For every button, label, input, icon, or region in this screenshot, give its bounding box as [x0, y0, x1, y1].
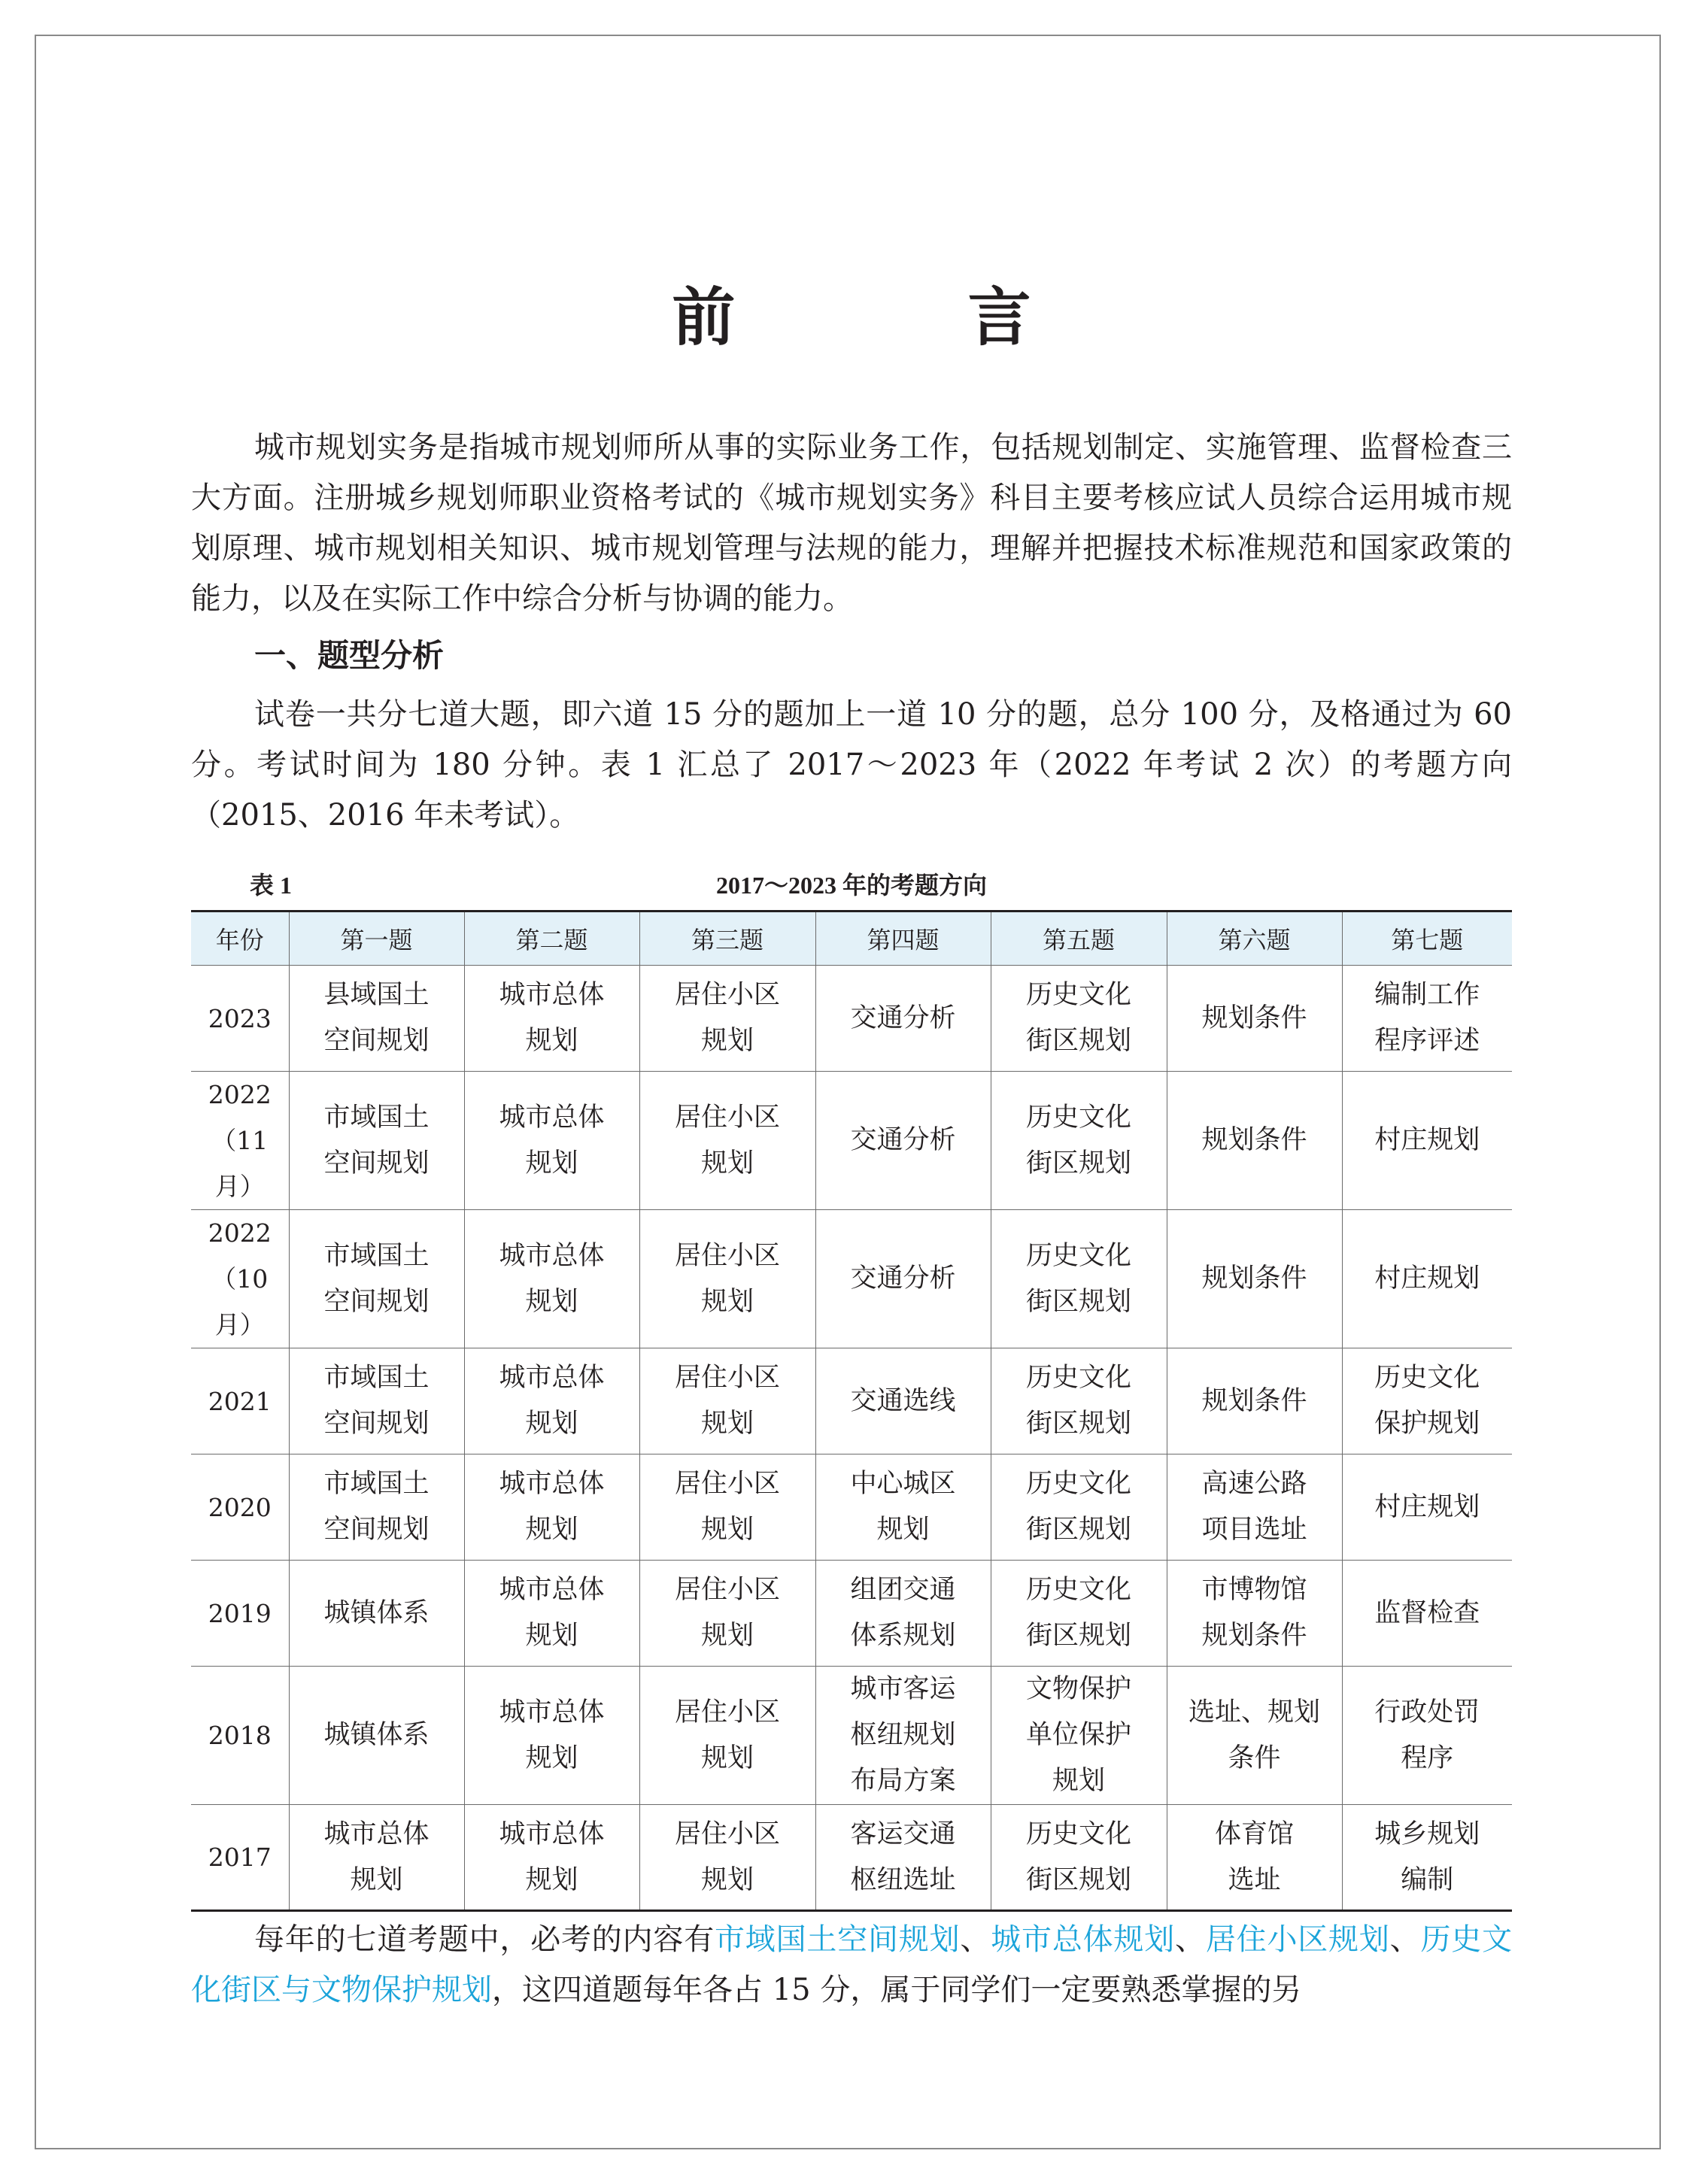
- table-cell: 村庄规划: [1342, 1454, 1512, 1561]
- table-cell: 村庄规划: [1342, 1072, 1512, 1210]
- table-cell: 城市总体 规划: [289, 1805, 464, 1911]
- table-cell: 行政处罚 程序: [1342, 1667, 1512, 1805]
- table-title: 2017～2023 年的考题方向: [715, 872, 987, 899]
- table-cell: 城市总体 规划: [464, 1454, 639, 1561]
- header-q5: 第五题: [991, 912, 1167, 966]
- table-row: [191, 1348, 1512, 1454]
- cell-year: 2018: [191, 1667, 289, 1805]
- table-header-row: [191, 912, 1512, 966]
- section-heading-question-types: 一、题型分析: [254, 637, 445, 674]
- cell-year: 2023: [191, 966, 289, 1072]
- table-cell: 城市总体 规划: [464, 1805, 639, 1911]
- table-cell: 选址、规划 条件: [1167, 1667, 1342, 1805]
- table-cell: 历史文化 街区规划: [991, 1561, 1167, 1667]
- separator: 、: [1389, 1922, 1421, 1957]
- table-row: [191, 1454, 1512, 1561]
- table-cell: 城市总体 规划: [464, 1667, 639, 1805]
- table-cell: 城市客运 枢纽规划 布局方案: [815, 1667, 991, 1805]
- table-cell: 客运交通 枢纽选址: [815, 1805, 991, 1911]
- table-cell: 历史文化 街区规划: [991, 1805, 1167, 1911]
- table-cell: 市域国土 空间规划: [289, 1072, 464, 1210]
- table-cell: 城市总体 规划: [464, 1072, 639, 1210]
- highlight-term: 居住小区规划: [1205, 1922, 1390, 1957]
- table-cell: 中心城区 规划: [815, 1454, 991, 1561]
- table-cell: 历史文化 保护规划: [1342, 1348, 1512, 1454]
- table-cell: 城市总体 规划: [464, 966, 639, 1072]
- separator: 、: [1175, 1922, 1206, 1957]
- highlight-term: 历史文化街区与文物保护规划: [191, 1922, 1513, 2007]
- header-q2: 第二题: [464, 912, 639, 966]
- table-cell: 村庄规划: [1342, 1210, 1512, 1348]
- highlight-term: 市域国土空间规划: [715, 1922, 961, 1957]
- table-cell: 居住小区 规划: [639, 1805, 815, 1911]
- table-cell: 市域国土 空间规划: [289, 1454, 464, 1561]
- table-cell: 城市总体 规划: [464, 1210, 639, 1348]
- table-cell: 居住小区 规划: [639, 1210, 815, 1348]
- table-label: 表 1: [250, 872, 293, 899]
- page-title: 前 言: [672, 281, 1137, 354]
- table-cell: 交通分析: [815, 1210, 991, 1348]
- table-cell: 交通分析: [815, 1072, 991, 1210]
- table-cell: 居住小区 规划: [639, 1667, 815, 1805]
- header-q7: 第七题: [1342, 912, 1512, 966]
- closing-paragraph: [191, 1915, 1512, 2016]
- table-cell: 规划条件: [1167, 1348, 1342, 1454]
- table-cell: 城乡规划 编制: [1342, 1805, 1512, 1911]
- cell-year: 2021: [191, 1348, 289, 1454]
- table-cell: 城市总体 规划: [464, 1561, 639, 1667]
- table-cell: 文物保护 单位保护 规划: [991, 1667, 1167, 1805]
- table-row: [191, 1210, 1512, 1348]
- cell-year: 2022 （11 月）: [191, 1072, 289, 1210]
- table-cell: 规划条件: [1167, 1072, 1342, 1210]
- table-cell: 居住小区 规划: [639, 1454, 815, 1561]
- table-cell: 高速公路 项目选址: [1167, 1454, 1342, 1561]
- table-cell: 历史文化 街区规划: [991, 966, 1167, 1072]
- table-cell: 历史文化 街区规划: [991, 1454, 1167, 1561]
- table-row: [191, 1072, 1512, 1210]
- table-cell: 规划条件: [1167, 1210, 1342, 1348]
- header-q1: 第一题: [289, 912, 464, 966]
- closing-lead: 每年的七道考题中，必考的内容有: [254, 1922, 715, 1957]
- table-cell: 居住小区 规划: [639, 1348, 815, 1454]
- table-cell: 历史文化 街区规划: [991, 1072, 1167, 1210]
- table-cell: 体育馆 选址: [1167, 1805, 1342, 1911]
- table-row: [191, 1805, 1512, 1911]
- table-cell: 市博物馆 规划条件: [1167, 1561, 1342, 1667]
- table-cell: 交通选线: [815, 1348, 991, 1454]
- header-year: 年份: [191, 912, 289, 966]
- table-cell: 居住小区 规划: [639, 966, 815, 1072]
- table-cell: 市域国土 空间规划: [289, 1348, 464, 1454]
- exam-topics-table: [191, 910, 1512, 1912]
- table-cell: 居住小区 规划: [639, 1072, 815, 1210]
- cell-year: 2019: [191, 1561, 289, 1667]
- table-caption: [191, 862, 1512, 899]
- table-cell: 编制工作 程序评述: [1342, 966, 1512, 1072]
- table-row: [191, 966, 1512, 1072]
- table-cell: 城镇体系: [289, 1667, 464, 1805]
- table-cell: 历史文化 街区规划: [991, 1210, 1167, 1348]
- header-q6: 第六题: [1167, 912, 1342, 966]
- table-cell: 县域国土 空间规划: [289, 966, 464, 1072]
- cell-year: 2020: [191, 1454, 289, 1561]
- closing-tail: ，这四道题每年各占 15 分，属于同学们一定要熟悉掌握的另: [492, 1973, 1302, 2007]
- cell-year: 2017: [191, 1805, 289, 1911]
- table-cell: 市域国土 空间规划: [289, 1210, 464, 1348]
- intro-paragraph: 城市规划实务是指城市规划师所从事的实际业务工作，包括规划制定、实施管理、监督检查三大方面。注册城乡规划师职业资格考试的《城市规划实务》科目主要考核应试人员综合运用城市规划原理、城市规划相关知识、城市规划管理与法规的能力，理解并把握技术标准规范和国家政策的能力，以及在实际工作中综合分析与协调的能力。: [191, 430, 1512, 616]
- table-cell: 城镇体系: [289, 1561, 464, 1667]
- table-cell: 交通分析: [815, 966, 991, 1072]
- table-cell: 城市总体 规划: [464, 1348, 639, 1454]
- table-cell: 居住小区 规划: [639, 1561, 815, 1667]
- header-q4: 第四题: [815, 912, 991, 966]
- section-paragraph-question-types: 试卷一共分七道大题，即六道 15 分的题加上一道 10 分的题，总分 100 分，及格通过为 60 分。考试时间为 180 分钟。表 1 汇总了 2017～2023 年（2022 年考试 2 次）的考题方向（2015、2016 年未考试）。: [191, 697, 1512, 833]
- separator: 、: [960, 1922, 991, 1957]
- table-cell: 组团交通 体系规划: [815, 1561, 991, 1667]
- table-cell: 监督检查: [1342, 1561, 1512, 1667]
- table-cell: 历史文化 街区规划: [991, 1348, 1167, 1454]
- highlight-term: 城市总体规划: [991, 1922, 1176, 1957]
- cell-year: 2022 （10 月）: [191, 1210, 289, 1348]
- header-q3: 第三题: [639, 912, 815, 966]
- table-row: [191, 1667, 1512, 1805]
- table-row: [191, 1561, 1512, 1667]
- table-cell: 规划条件: [1167, 966, 1342, 1072]
